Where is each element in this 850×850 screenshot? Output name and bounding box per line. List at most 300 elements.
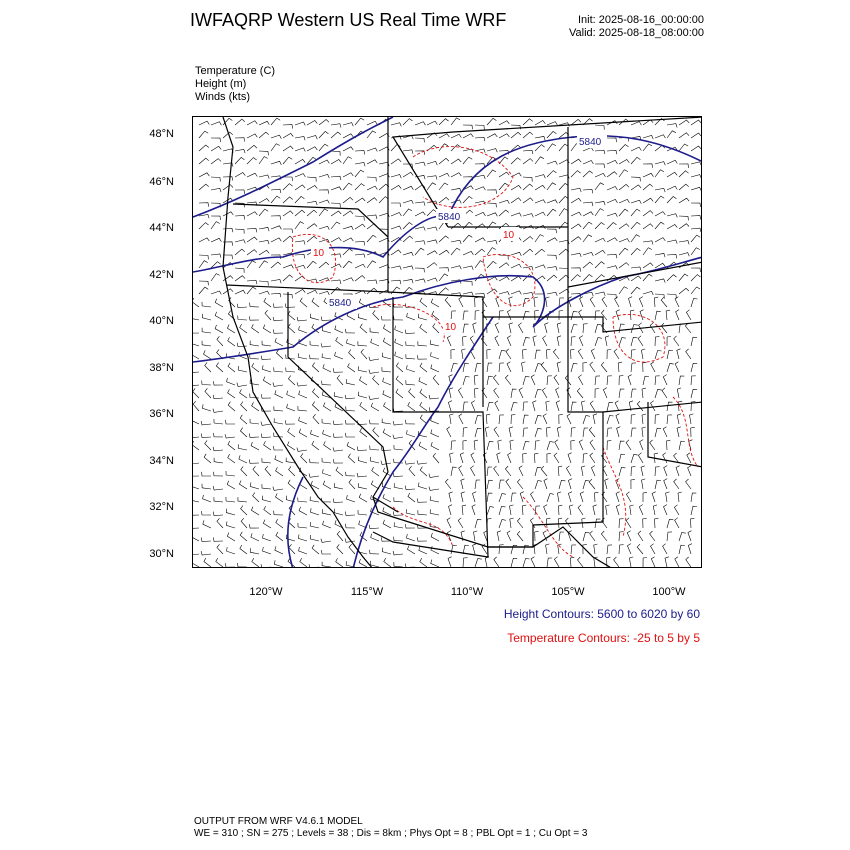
wind-barb — [433, 323, 439, 333]
wind-barb — [403, 279, 413, 283]
wind-barb — [213, 395, 223, 399]
temperature-contour — [673, 397, 698, 467]
wind-barb — [334, 483, 343, 489]
wind-barb — [627, 544, 631, 554]
wind-barb — [554, 557, 559, 567]
wind-barb — [510, 440, 514, 450]
wind-barb — [427, 121, 437, 125]
wind-barb — [447, 427, 451, 437]
wind-barb — [523, 415, 529, 424]
wind-barb — [439, 173, 449, 177]
wind-barb — [367, 224, 377, 229]
wind-barb — [547, 209, 556, 216]
wind-barb — [370, 550, 380, 554]
wind-barb — [463, 281, 472, 286]
wind-barb — [307, 136, 317, 140]
wind-barb — [690, 414, 694, 424]
wind-barb — [607, 238, 617, 242]
wind-barb — [235, 157, 244, 164]
wind-barb — [225, 434, 235, 438]
wind-barb — [487, 222, 496, 229]
wind-barb — [578, 349, 583, 359]
wind-barb — [408, 493, 415, 502]
wind-barb — [653, 505, 657, 515]
wind-barb — [420, 363, 427, 372]
wind-barb — [427, 183, 436, 190]
wind-barb — [497, 453, 501, 463]
wind-barb — [616, 492, 620, 502]
wind-barb — [271, 226, 281, 230]
wind-barb — [595, 338, 602, 347]
wind-barb — [348, 363, 355, 372]
wind-barb — [628, 375, 632, 385]
wind-barb — [313, 389, 320, 398]
wind-barb — [674, 479, 679, 489]
wind-barb — [595, 324, 601, 333]
wind-barb — [626, 518, 631, 528]
wind-barb — [415, 122, 425, 126]
wind-barb — [417, 498, 427, 502]
wind-barb — [240, 389, 247, 398]
wind-barb — [451, 159, 461, 164]
wind-barb — [451, 349, 455, 359]
wind-barb — [558, 505, 562, 515]
wind-barb — [355, 198, 365, 203]
wind-barb — [459, 297, 463, 307]
height-contour-label: 5840 — [579, 137, 602, 148]
wind-barb — [667, 275, 677, 281]
wind-barb — [630, 505, 634, 515]
wind-barb — [535, 481, 542, 490]
wind-barb — [547, 161, 557, 165]
wind-barb — [595, 183, 604, 190]
wind-barb — [523, 159, 533, 164]
wind-barb — [511, 415, 515, 424]
wind-barb — [579, 336, 583, 346]
wind-barb — [531, 492, 536, 502]
wind-barb — [307, 210, 317, 216]
wind-barb — [346, 329, 356, 333]
wind-barb — [370, 328, 379, 333]
wind-barb — [581, 401, 585, 411]
wind-barb — [321, 317, 331, 321]
wind-barb — [487, 190, 497, 194]
wind-barb — [415, 202, 425, 206]
wind-barb — [511, 252, 521, 256]
wind-barb — [616, 310, 620, 320]
wind-barb — [211, 222, 220, 229]
wind-barb — [447, 518, 451, 528]
wind-barb — [691, 133, 701, 138]
wind-barb — [448, 401, 452, 411]
wind-barb — [595, 150, 605, 154]
wind-barb — [475, 175, 485, 179]
wind-barb — [227, 533, 235, 541]
wind-barb — [448, 557, 452, 567]
wind-barb — [241, 506, 247, 516]
wind-barb — [213, 447, 223, 451]
wind-barb — [287, 442, 295, 451]
wind-barb — [202, 404, 211, 411]
wind-barb — [240, 545, 247, 554]
wind-barb — [199, 255, 208, 259]
wind-barb — [474, 375, 478, 385]
wind-barb — [523, 376, 530, 385]
wind-barb — [271, 196, 280, 203]
wind-barb — [583, 480, 589, 489]
wind-barb — [577, 388, 583, 398]
wind-barb — [417, 460, 427, 464]
wind-barb — [213, 486, 223, 490]
wind-barb — [619, 545, 624, 554]
wind-barb — [396, 363, 403, 372]
wind-barb — [427, 210, 437, 216]
wind-barb — [213, 381, 223, 385]
wind-barb — [345, 420, 355, 424]
wind-barb — [403, 223, 413, 230]
wind-barb — [487, 519, 491, 528]
wind-barb — [439, 134, 449, 138]
wind-barb — [199, 173, 209, 177]
wind-barb — [383, 494, 391, 502]
wind-barb — [558, 544, 562, 554]
wind-barb — [535, 136, 545, 140]
wind-barb — [651, 557, 655, 567]
wind-barb — [571, 324, 578, 333]
wind-barb — [265, 310, 271, 320]
wind-barb — [641, 466, 645, 476]
wind-barb — [406, 354, 415, 359]
wind-barb — [213, 537, 223, 541]
wind-barb — [509, 427, 513, 437]
wind-barb — [496, 297, 500, 307]
wind-barb — [522, 362, 526, 372]
wind-barb — [517, 518, 523, 528]
wind-barb — [667, 440, 671, 450]
wind-barb — [557, 362, 561, 372]
wind-barb — [295, 137, 305, 141]
wind-barb — [679, 545, 685, 554]
wind-barb — [433, 375, 439, 385]
wind-barb — [559, 249, 569, 255]
wind-barb — [559, 268, 568, 273]
wind-barb — [523, 349, 527, 359]
wind-barb — [667, 337, 671, 347]
wind-barb — [310, 355, 319, 359]
wind-barb — [431, 442, 439, 450]
wind-barb — [427, 263, 437, 268]
wind-barb — [300, 558, 307, 567]
wind-barb — [497, 531, 501, 541]
wind-barb — [369, 357, 379, 361]
wind-barb — [343, 173, 353, 177]
wind-barb — [590, 362, 595, 372]
wind-barb — [554, 453, 559, 463]
wind-barb — [535, 265, 545, 269]
wind-barb — [463, 134, 473, 138]
wind-barb — [288, 311, 295, 320]
wind-barb — [259, 151, 268, 155]
wind-barb — [451, 311, 456, 320]
wind-barb — [439, 119, 449, 125]
wind-barb — [250, 548, 259, 554]
state-line — [373, 297, 488, 557]
wind-barb — [322, 562, 331, 567]
wind-barb — [571, 545, 576, 554]
wind-barb — [247, 228, 257, 232]
wind-barb — [487, 134, 497, 138]
wind-barb — [307, 177, 316, 182]
wind-barb — [199, 223, 209, 229]
wind-barb — [631, 177, 640, 181]
wind-barb — [347, 442, 355, 450]
wind-barb — [499, 363, 504, 372]
wind-barb — [614, 349, 619, 359]
wind-barb — [535, 506, 540, 515]
wind-barb — [619, 376, 623, 385]
wind-barb — [487, 248, 496, 255]
wind-barb — [358, 341, 367, 346]
wind-barb — [370, 561, 379, 567]
height-contour-label: 5840 — [438, 212, 461, 223]
wind-barb — [643, 241, 653, 245]
wind-barb — [665, 557, 669, 567]
wind-barb — [193, 339, 199, 346]
wind-barb — [264, 441, 271, 450]
wind-barb — [405, 460, 415, 464]
wind-barb — [559, 196, 568, 203]
wind-barb — [557, 323, 561, 333]
wind-barb — [555, 440, 559, 450]
wind-barb — [319, 291, 329, 295]
wind-barb — [655, 162, 665, 166]
wind-barb — [299, 547, 307, 554]
wind-barb — [403, 209, 412, 216]
wind-barb — [240, 324, 247, 333]
wind-barb — [601, 310, 607, 320]
map-canvas — [193, 117, 702, 568]
wind-barb — [333, 499, 343, 503]
wind-barb — [358, 392, 367, 398]
wind-barb — [619, 160, 629, 165]
wind-barb — [418, 483, 427, 490]
wind-barb — [450, 453, 454, 463]
wind-barb — [655, 311, 661, 320]
wind-barb — [619, 145, 629, 152]
wind-barb — [193, 314, 199, 320]
wind-barb — [395, 326, 403, 333]
wind-barb — [358, 457, 367, 463]
wind-barb — [475, 137, 485, 141]
wind-barb — [333, 433, 343, 437]
wind-barb — [606, 505, 610, 515]
wind-barb — [579, 375, 584, 385]
wind-barb — [535, 212, 545, 216]
wind-barb — [333, 368, 343, 372]
wind-barb — [395, 339, 403, 346]
wind-barb — [273, 317, 283, 321]
wind-barb — [607, 213, 617, 217]
wind-barb — [631, 287, 640, 294]
wind-barb — [193, 329, 199, 333]
wind-barb — [667, 160, 677, 164]
wind-barb — [323, 469, 332, 476]
wind-barb — [475, 311, 479, 321]
wind-barb — [451, 240, 461, 244]
wind-barb — [226, 509, 235, 515]
wind-barb — [655, 222, 664, 229]
wind-barb — [334, 509, 343, 515]
wind-barb — [427, 161, 437, 165]
wind-barb — [238, 366, 247, 372]
height-contour — [353, 317, 493, 568]
wind-barb — [406, 509, 415, 515]
wind-barb — [631, 200, 641, 204]
wind-barb — [571, 275, 581, 281]
wind-barb — [333, 459, 343, 463]
wind-barb — [288, 480, 295, 489]
wind-barb — [607, 223, 617, 230]
wind-barb — [583, 428, 588, 437]
wind-barb — [463, 311, 468, 320]
wind-barb — [607, 160, 617, 164]
wind-barb — [631, 337, 637, 346]
wind-barb — [262, 484, 271, 489]
wind-barb — [523, 237, 533, 243]
wind-barb — [259, 281, 268, 286]
wind-barb — [679, 253, 689, 257]
wind-barb — [345, 395, 355, 399]
wind-barb — [336, 337, 343, 346]
wind-barb — [459, 466, 463, 476]
lat-label: 36°N — [149, 408, 174, 420]
wind-barb — [643, 362, 647, 372]
wind-barb — [382, 419, 391, 424]
wind-barb — [691, 337, 697, 346]
wind-barb — [261, 422, 271, 426]
wind-barb — [487, 507, 494, 516]
wind-barb — [367, 121, 377, 125]
wind-barb — [322, 354, 331, 360]
wind-barb — [310, 459, 320, 463]
wind-barb — [631, 147, 641, 151]
wind-barb — [507, 310, 511, 320]
wind-barb — [275, 390, 283, 398]
wind-barb — [631, 122, 641, 126]
wind-barb — [211, 254, 221, 258]
wind-barb — [331, 160, 341, 165]
wind-barb — [439, 197, 449, 203]
wind-barb — [283, 146, 293, 151]
wind-barb — [449, 505, 453, 515]
wind-barb — [295, 210, 305, 216]
wind-barb — [405, 330, 415, 334]
wind-barb — [553, 349, 559, 359]
wind-barb — [415, 268, 424, 272]
temperature-contour-label: 10 — [503, 230, 515, 241]
wind-barb — [535, 350, 541, 359]
wind-barb — [205, 440, 211, 450]
wind-barb — [283, 236, 293, 242]
wind-barb — [319, 190, 329, 194]
wind-barb — [475, 559, 482, 568]
wind-barb — [420, 558, 427, 567]
wind-barb — [691, 175, 701, 179]
wind-barb — [571, 349, 575, 359]
wind-barb — [535, 185, 545, 190]
wind-barb — [547, 267, 557, 271]
wind-barb — [543, 414, 547, 424]
wind-barb — [373, 310, 379, 320]
wind-barb — [487, 203, 496, 207]
wind-barb — [403, 252, 413, 256]
wind-barb — [273, 329, 283, 333]
wind-barb — [569, 505, 573, 515]
wind-barb — [590, 401, 595, 411]
wind-barb — [312, 441, 319, 450]
wind-barb — [238, 316, 247, 321]
wind-barb — [429, 395, 439, 399]
wind-barb — [619, 184, 629, 190]
wind-barb — [285, 304, 295, 308]
wind-barb — [595, 492, 599, 502]
wind-barb — [499, 263, 509, 268]
wind-barb — [642, 427, 646, 437]
wind-barb — [343, 249, 353, 255]
wind-barb — [429, 487, 439, 491]
wind-barb — [355, 170, 364, 177]
wind-barb — [263, 325, 271, 333]
wind-barb — [546, 297, 550, 307]
wind-barb — [487, 441, 493, 450]
wind-barb — [643, 135, 653, 139]
wind-barb — [331, 176, 341, 180]
wind-barb — [283, 275, 293, 281]
wind-barb — [487, 402, 493, 411]
wind-barb — [319, 262, 329, 268]
wind-barb — [367, 235, 376, 242]
wind-barb — [559, 209, 568, 216]
wind-barb — [319, 200, 329, 204]
wind-barb — [663, 453, 667, 463]
wind-barb — [580, 297, 583, 307]
wind-barb — [589, 427, 595, 437]
wind-barb — [250, 341, 259, 346]
wind-barb — [547, 183, 556, 190]
wind-barb — [323, 521, 331, 528]
wind-barb — [533, 401, 537, 411]
wind-barb — [461, 479, 465, 489]
wind-barb — [213, 409, 223, 413]
wind-barb — [367, 131, 376, 138]
wind-barb — [517, 479, 523, 489]
wind-barb — [427, 240, 437, 244]
wind-barb — [263, 547, 272, 554]
wind-barb — [396, 389, 403, 398]
wind-barb — [313, 414, 319, 424]
wind-barb — [263, 534, 272, 541]
wind-barb — [439, 183, 448, 190]
wind-barb — [370, 420, 380, 424]
wind-barb — [619, 324, 625, 333]
wind-barb — [343, 183, 352, 190]
wind-barb — [650, 440, 655, 450]
wind-barb — [679, 164, 689, 168]
wind-barb — [570, 557, 574, 567]
wind-barb — [415, 279, 425, 283]
wind-barb — [298, 534, 307, 541]
wind-barb — [535, 389, 542, 398]
